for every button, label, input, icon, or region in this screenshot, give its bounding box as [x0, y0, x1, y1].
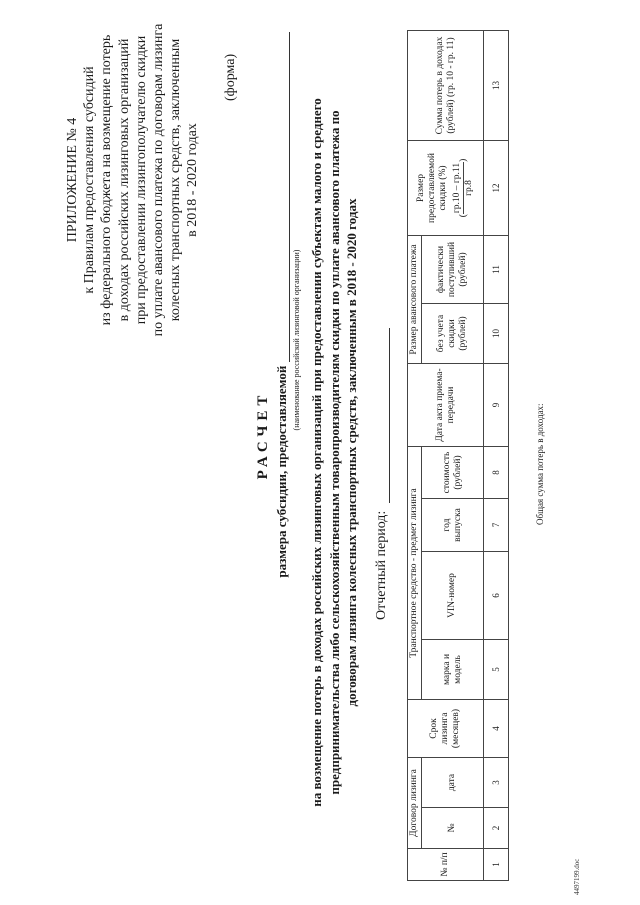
formula-denominator: гр.8	[464, 180, 474, 196]
column-number: 5	[484, 640, 509, 700]
header-contract-date: дата	[422, 758, 484, 808]
appendix-line: к Правилам предоставления субсидий	[82, 66, 98, 294]
column-number: 4	[484, 700, 509, 758]
column-number: 3	[484, 758, 509, 808]
header-vin: VIN-номер	[422, 552, 484, 640]
column-number: 9	[484, 364, 509, 447]
header-lease-term: Срок лизинга (месяцев)	[408, 700, 484, 758]
header-contract-number: №	[422, 808, 484, 849]
header-discount: Размер предоставляемой скидки (%) ( гр.10 – гр.11 гр.8 )	[408, 141, 484, 236]
document-title: РАСЧЕТ	[255, 390, 271, 480]
column-number: 6	[484, 552, 509, 640]
total-losses-label: Общая сумма потерь в доходах:	[535, 403, 545, 525]
column-number: 12	[484, 141, 509, 236]
calculation-table	[407, 30, 509, 881]
column-number: 11	[484, 236, 509, 304]
appendix-line: в доходах российских лизинговых организаций	[116, 38, 132, 322]
discount-label: Размер предоставляемой скидки (%)	[416, 153, 448, 223]
column-number: 7	[484, 499, 509, 552]
discount-formula	[452, 162, 475, 214]
reporting-period	[374, 328, 390, 620]
reporting-period-label: Отчетный период:	[374, 510, 389, 620]
header-income-loss: Сумма потерь в доходах (рублей) (гр. 10 - гр. 11)	[408, 31, 484, 141]
column-number: 10	[484, 304, 509, 364]
header-group-advance: Размер авансового платежа	[408, 236, 422, 364]
column-number: 1	[484, 849, 509, 881]
organization-caption: (наименование российской лизинговой организации)	[292, 249, 301, 431]
column-number: 8	[484, 447, 509, 499]
appendix-line: колесных транспортных средств, заключенным	[168, 38, 184, 322]
header-group-vehicle: Транспортное средство - предмет лизинга	[408, 447, 422, 700]
header-year: год выпуска	[422, 499, 484, 552]
document-id: 4497199.doc	[573, 858, 581, 895]
appendix-line: в 2018 - 2020 годах	[185, 123, 201, 237]
appendix-line: ПРИЛОЖЕНИЕ № 4	[65, 117, 80, 243]
formula-numerator: гр.10 – гр.11	[452, 162, 462, 214]
header-group-contract: Договор лизинга	[408, 758, 422, 849]
purpose-line: договорам лизинга колесных транспортных средств, заключенным в 2018 - 2020 годах	[344, 198, 360, 707]
form-label: (форма)	[223, 53, 238, 101]
purpose-line: на возмещение потерь в доходах российских лизинговых организаций при предоставлении субъектам малого и среднего	[309, 98, 324, 807]
column-number: 13	[484, 31, 509, 141]
header-actual-received: фактически поступивший (рублей)	[422, 236, 484, 304]
header-row-number: № п/п	[408, 849, 484, 881]
header-without-discount: без учета скидки (рублей)	[422, 304, 484, 364]
column-number: 2	[484, 808, 509, 849]
organization-line-prefix: размера субсидии, предоставляемой	[274, 365, 289, 578]
purpose-line: предпринимательства либо сельскохозяйственным товаропроизводителям скидки по уплате авансового платежа по	[326, 110, 342, 795]
header-make-model: марка и модель	[422, 640, 484, 700]
appendix-line: по уплате авансового платежа по договорам лизинга	[151, 23, 167, 337]
header-act-date: Дата акта приема-передачи	[408, 364, 484, 447]
header-cost: стоимость (рублей)	[422, 447, 484, 499]
organization-name-blank	[277, 32, 290, 362]
appendix-block	[64, 15, 202, 345]
appendix-line: из федерального бюджета на возмещение потерь	[99, 34, 115, 326]
organization-line	[274, 25, 290, 585]
purpose-text	[308, 0, 361, 905]
appendix-line: при предоставлении лизингополучателю скидки	[133, 35, 149, 325]
reporting-period-blank	[377, 328, 390, 503]
